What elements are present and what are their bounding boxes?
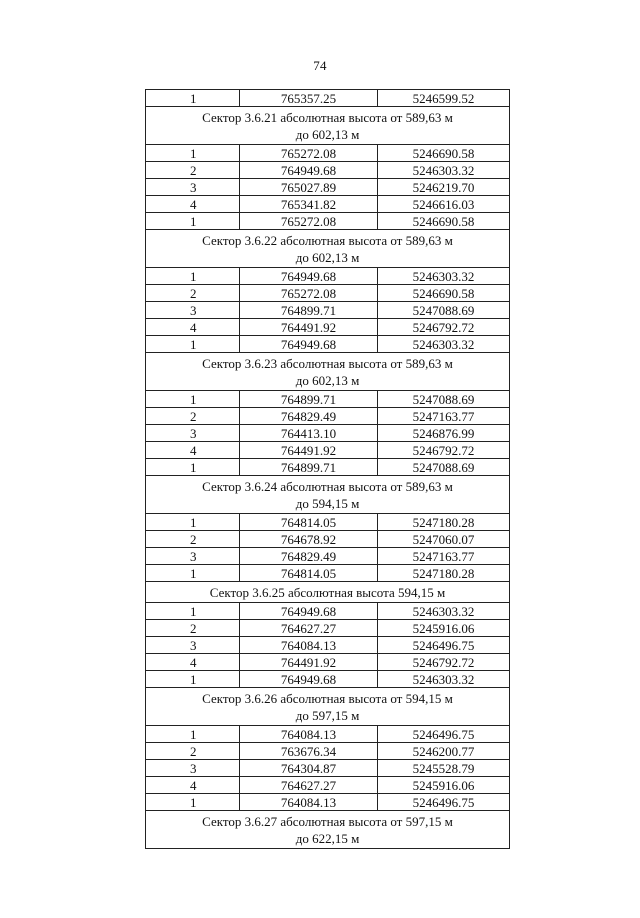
point-number-cell: 1: [146, 391, 240, 408]
y-coordinate-cell: 5247088.69: [378, 459, 510, 476]
y-coordinate-cell: 5246303.32: [378, 162, 510, 179]
y-coordinate-cell: 5246200.77: [378, 743, 510, 760]
table-row: [146, 213, 510, 230]
x-coordinate-cell: 765272.08: [240, 145, 378, 162]
x-coordinate-cell: 764829.49: [240, 408, 378, 425]
table-row: [146, 425, 510, 442]
x-coordinate-cell: 765272.08: [240, 285, 378, 302]
point-number-cell: 1: [146, 565, 240, 582]
point-number-cell: 2: [146, 620, 240, 637]
y-coordinate-cell: 5246303.32: [378, 603, 510, 620]
table-row: [146, 760, 510, 777]
point-number-cell: 2: [146, 408, 240, 425]
sector-header-row: [146, 811, 510, 849]
table-row: [146, 654, 510, 671]
x-coordinate-cell: 764084.13: [240, 637, 378, 654]
table-row: [146, 196, 510, 213]
point-number-cell: 4: [146, 319, 240, 336]
point-number-cell: 4: [146, 196, 240, 213]
x-coordinate-cell: 764627.27: [240, 777, 378, 794]
table-row: [146, 285, 510, 302]
y-coordinate-cell: 5246496.75: [378, 794, 510, 811]
point-number-cell: 3: [146, 760, 240, 777]
sector-title-line-1: Сектор 3.6.25 абсолютная высота 594,15 м: [209, 585, 446, 600]
sector-title-line-2: до 602,13 м: [295, 373, 360, 388]
table-row: [146, 391, 510, 408]
x-coordinate-cell: 764814.05: [240, 514, 378, 531]
x-coordinate-cell: 764949.68: [240, 268, 378, 285]
y-coordinate-cell: 5246496.75: [378, 726, 510, 743]
x-coordinate-cell: 764491.92: [240, 654, 378, 671]
table-row: [146, 565, 510, 582]
point-number-cell: 1: [146, 459, 240, 476]
point-number-cell: 3: [146, 637, 240, 654]
x-coordinate-cell: 765272.08: [240, 213, 378, 230]
x-coordinate-cell: 765027.89: [240, 179, 378, 196]
coordinates-table-body: [146, 90, 510, 849]
table-row: [146, 408, 510, 425]
point-number-cell: 2: [146, 743, 240, 760]
table-row: [146, 336, 510, 353]
x-coordinate-cell: 764899.71: [240, 302, 378, 319]
sector-title: [146, 353, 510, 391]
x-coordinate-cell: 764084.13: [240, 794, 378, 811]
sector-title: [146, 476, 510, 514]
y-coordinate-cell: 5247180.28: [378, 514, 510, 531]
y-coordinate-cell: 5246599.52: [378, 90, 510, 107]
table-row: [146, 145, 510, 162]
point-number-cell: 1: [146, 671, 240, 688]
y-coordinate-cell: 5247088.69: [378, 391, 510, 408]
y-coordinate-cell: 5247163.77: [378, 408, 510, 425]
table-row: [146, 442, 510, 459]
y-coordinate-cell: 5246303.32: [378, 268, 510, 285]
table-row: [146, 302, 510, 319]
point-number-cell: 1: [146, 213, 240, 230]
table-row: [146, 620, 510, 637]
y-coordinate-cell: 5246616.03: [378, 196, 510, 213]
sector-title-line-1: Сектор 3.6.27 абсолютная высота от 597,15 м: [202, 814, 453, 829]
sector-header-row: [146, 107, 510, 145]
point-number-cell: 4: [146, 442, 240, 459]
table-row: [146, 726, 510, 743]
x-coordinate-cell: 764949.68: [240, 162, 378, 179]
x-coordinate-cell: 764949.68: [240, 671, 378, 688]
table-row: [146, 531, 510, 548]
table-row: [146, 637, 510, 654]
x-coordinate-cell: 764899.71: [240, 459, 378, 476]
y-coordinate-cell: 5245916.06: [378, 620, 510, 637]
sector-title-line-2: до 622,15 м: [295, 831, 360, 846]
x-coordinate-cell: 764678.92: [240, 531, 378, 548]
point-number-cell: 3: [146, 302, 240, 319]
point-number-cell: 3: [146, 179, 240, 196]
table-row: [146, 459, 510, 476]
sector-title: [146, 230, 510, 268]
sector-title-line-1: Сектор 3.6.22 абсолютная высота от 589,63 м: [202, 233, 453, 248]
sector-title: [146, 811, 510, 849]
sector-title-line-1: Сектор 3.6.23 абсолютная высота от 589,63 м: [202, 356, 453, 371]
sector-title-line-1: Сектор 3.6.26 абсолютная высота от 594,15 м: [202, 691, 453, 706]
sector-header-row: [146, 353, 510, 391]
point-number-cell: 3: [146, 548, 240, 565]
y-coordinate-cell: 5246876.99: [378, 425, 510, 442]
point-number-cell: 2: [146, 162, 240, 179]
sector-title-line-2: до 594,15 м: [295, 496, 360, 511]
sector-header-row: [146, 476, 510, 514]
sector-title: [146, 107, 510, 145]
sector-title: [146, 582, 510, 603]
sector-title-line-1: Сектор 3.6.24 абсолютная высота от 589,63 м: [202, 479, 453, 494]
x-coordinate-cell: 764949.68: [240, 336, 378, 353]
y-coordinate-cell: 5246792.72: [378, 442, 510, 459]
table-row: [146, 671, 510, 688]
table-row: [146, 90, 510, 107]
point-number-cell: 1: [146, 514, 240, 531]
y-coordinate-cell: 5247180.28: [378, 565, 510, 582]
table-row: [146, 777, 510, 794]
x-coordinate-cell: 765357.25: [240, 90, 378, 107]
point-number-cell: 1: [146, 726, 240, 743]
point-number-cell: 1: [146, 145, 240, 162]
sector-title-line-2: до 602,13 м: [295, 250, 360, 265]
sector-header-row: [146, 688, 510, 726]
sector-title-line-2: до 597,15 м: [295, 708, 360, 723]
sector-title-line-2: до 602,13 м: [295, 127, 360, 142]
point-number-cell: 1: [146, 268, 240, 285]
y-coordinate-cell: 5247060.07: [378, 531, 510, 548]
point-number-cell: 1: [146, 336, 240, 353]
table-row: [146, 162, 510, 179]
sector-title-line-1: Сектор 3.6.21 абсолютная высота от 589,63 м: [202, 110, 453, 125]
x-coordinate-cell: 763676.34: [240, 743, 378, 760]
y-coordinate-cell: 5246690.58: [378, 145, 510, 162]
y-coordinate-cell: 5246792.72: [378, 319, 510, 336]
x-coordinate-cell: 764627.27: [240, 620, 378, 637]
y-coordinate-cell: 5246303.32: [378, 671, 510, 688]
x-coordinate-cell: 764084.13: [240, 726, 378, 743]
y-coordinate-cell: 5247163.77: [378, 548, 510, 565]
y-coordinate-cell: 5245528.79: [378, 760, 510, 777]
y-coordinate-cell: 5246690.58: [378, 285, 510, 302]
point-number-cell: 1: [146, 603, 240, 620]
point-number-cell: 2: [146, 285, 240, 302]
y-coordinate-cell: 5246792.72: [378, 654, 510, 671]
x-coordinate-cell: 764899.71: [240, 391, 378, 408]
point-number-cell: 4: [146, 777, 240, 794]
sector-header-row: [146, 230, 510, 268]
point-number-cell: 2: [146, 531, 240, 548]
x-coordinate-cell: 764949.68: [240, 603, 378, 620]
x-coordinate-cell: 764814.05: [240, 565, 378, 582]
y-coordinate-cell: 5247088.69: [378, 302, 510, 319]
point-number-cell: 1: [146, 90, 240, 107]
x-coordinate-cell: 764413.10: [240, 425, 378, 442]
x-coordinate-cell: 765341.82: [240, 196, 378, 213]
table-row: [146, 603, 510, 620]
y-coordinate-cell: 5246690.58: [378, 213, 510, 230]
table-row: [146, 514, 510, 531]
point-number-cell: 3: [146, 425, 240, 442]
coordinates-table: [145, 89, 510, 849]
point-number-cell: 4: [146, 654, 240, 671]
x-coordinate-cell: 764491.92: [240, 442, 378, 459]
x-coordinate-cell: 764491.92: [240, 319, 378, 336]
x-coordinate-cell: 764304.87: [240, 760, 378, 777]
y-coordinate-cell: 5245916.06: [378, 777, 510, 794]
table-row: [146, 268, 510, 285]
table-row: [146, 179, 510, 196]
table-row: [146, 548, 510, 565]
y-coordinate-cell: 5246303.32: [378, 336, 510, 353]
page-number: 74: [313, 58, 327, 73]
x-coordinate-cell: 764829.49: [240, 548, 378, 565]
point-number-cell: 1: [146, 794, 240, 811]
sector-header-row: [146, 582, 510, 603]
table-row: [146, 794, 510, 811]
y-coordinate-cell: 5246219.70: [378, 179, 510, 196]
table-row: [146, 319, 510, 336]
sector-title: [146, 688, 510, 726]
y-coordinate-cell: 5246496.75: [378, 637, 510, 654]
table-row: [146, 743, 510, 760]
